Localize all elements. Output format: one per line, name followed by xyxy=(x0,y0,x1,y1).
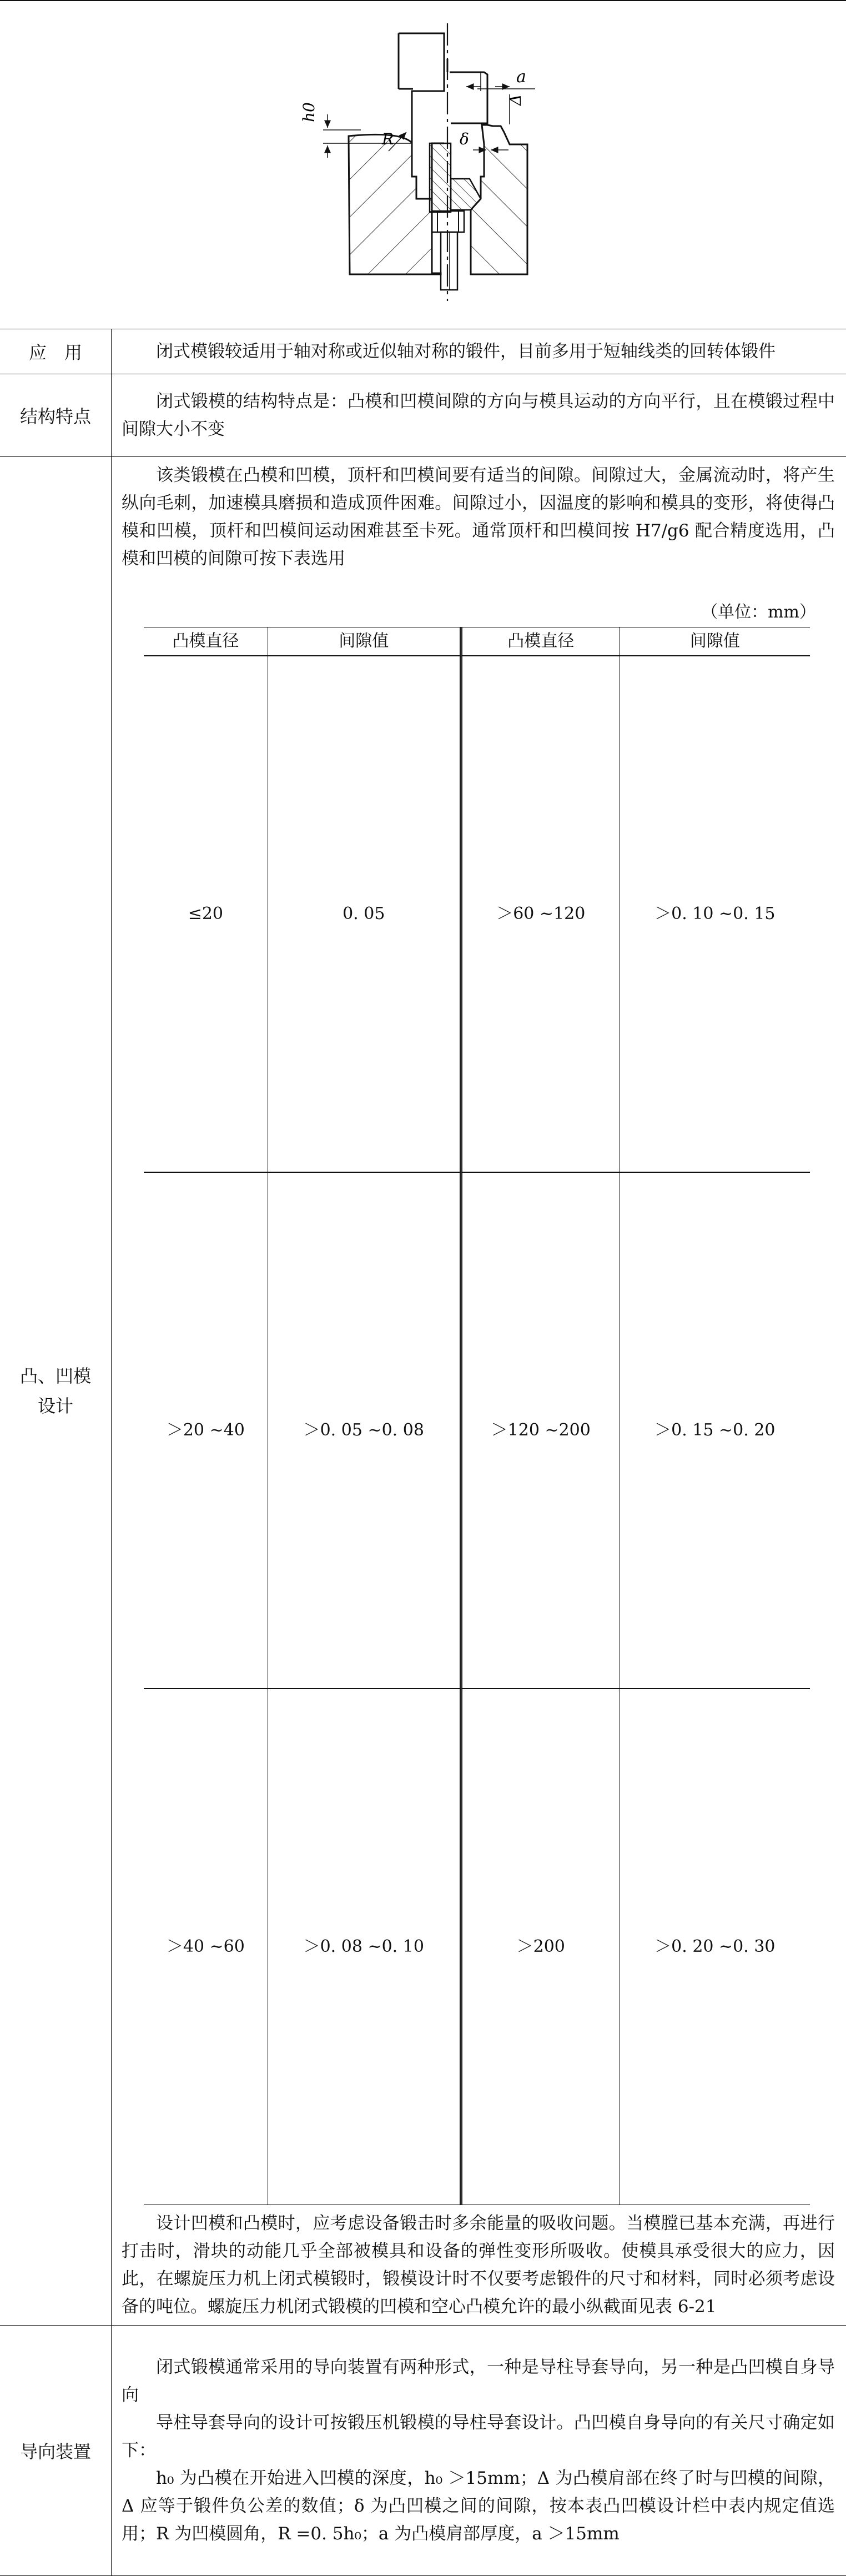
structure-text: 闭式锻模的结构特点是：凸模和凹模间隙的方向与模具运动的方向平行，且在模锻过程中间隙大小不变 xyxy=(122,388,835,443)
unit-note: （单位：mm） xyxy=(122,601,816,624)
label-delta-small: δ xyxy=(460,130,469,148)
label-h0: h0 xyxy=(300,102,318,122)
guide-para2: 导柱导套导向的设计可按锻压机锻模的导柱导套设计。凸凹模自身导向的有关尺寸确定如下： xyxy=(122,2409,835,2464)
label-application: 应 用 xyxy=(0,329,112,374)
header-clearance-2: 间隙值 xyxy=(620,627,810,656)
label-a: a xyxy=(516,67,526,87)
label-design-line2: 设计 xyxy=(0,1391,111,1421)
cell: 0. 05 xyxy=(268,656,462,1172)
cell: ＞40 ~60 xyxy=(144,1689,268,2205)
cell: ＞200 xyxy=(462,1689,620,2205)
cell: ＞0. 08 ~0. 10 xyxy=(268,1689,462,2205)
label-delta-cap: Δ xyxy=(506,94,525,106)
label-R: R xyxy=(381,130,394,148)
cell: ＞0. 05 ~0. 08 xyxy=(268,1172,462,1689)
design-para1: 该类锻模在凸模和凹模，顶杆和凹模间要有适当的间隙。间隙过大，金属流动时，将产生纵向毛刺，加速模具磨损和造成顶件困难。间隙过小，因温度的影响和模具的变形，将使得凸模和凹模，顶杆和凹模间运动困难甚至卡死。通常顶杆和凹模间按 H7/g6 配合精度选用，凸模和凹模的间隙可按下表选用 xyxy=(122,461,835,573)
guide-para3: h₀ 为凸模在开始进入凹模的深度，h₀ ＞15mm；Δ 为凸模肩部在终了时与凹模的间隙，Δ 应等于锻件负公差的数值；δ 为凸凹模之间的间隙，按本表凸凹模设计栏中表内规定值选用；R 为凹模圆角，R =0. 5h₀；a 为凸模肩部厚度，a ＞15mm xyxy=(122,2464,835,2548)
header-diameter-1: 凸模直径 xyxy=(144,627,268,656)
cell: ＞20 ~40 xyxy=(144,1172,268,1689)
row-application xyxy=(0,329,846,374)
header-diameter-2: 凸模直径 xyxy=(462,627,620,656)
row-guide xyxy=(0,2326,846,2576)
cell: ＞60 ~120 xyxy=(462,656,620,1172)
application-text: 闭式模锻较适用于轴对称或近似轴对称的锻件，目前多用于短轴线类的回转体锻件 xyxy=(122,338,835,365)
content-application xyxy=(112,329,846,374)
cell: ＞0. 15 ~0. 20 xyxy=(620,1172,810,1689)
guide-para1: 闭式锻模通常采用的导向装置有两种形式，一种是导柱导套导向，另一种是凸凹模自身导向 xyxy=(122,2353,835,2409)
cell: ＞0. 10 ~0. 15 xyxy=(620,656,810,1172)
spec-table xyxy=(0,329,846,2576)
header-clearance-1: 间隙值 xyxy=(268,627,462,656)
row-design xyxy=(0,457,846,2326)
cell: ＞0. 20 ~0. 30 xyxy=(620,1689,810,2205)
cell: ≤20 xyxy=(144,656,268,1172)
clearance-table xyxy=(144,627,810,2205)
row-structure xyxy=(0,374,846,457)
label-design xyxy=(0,457,112,2326)
die-left xyxy=(349,134,441,274)
label-design-line1: 凸、凹模 xyxy=(0,1361,111,1391)
table-row xyxy=(144,1689,810,2205)
design-para2: 设计凹模和凸模时，应考虑设备锻击时多余能量的吸收问题。当模膛已基本充满，再进行打击时，滑块的动能几乎全部被模具和设备的弹性变形所吸收。使模具承受很大的应力，因此，在螺旋压力机上闭式模锻时，锻模设计时不仅要考虑锻件的尺寸和材料，同时必须考虑设备的吨位。螺旋压力机闭式锻模的凹模和空心凸模允许的最小纵截面见表 6-21 xyxy=(122,2210,835,2321)
closed-die-figure xyxy=(0,1,846,329)
clearance-header-row xyxy=(144,627,810,656)
content-structure xyxy=(112,374,846,457)
label-guide: 导向装置 xyxy=(0,2326,112,2576)
cell: ＞120 ~200 xyxy=(462,1172,620,1689)
punch-right xyxy=(450,72,487,123)
label-structure: 结构特点 xyxy=(0,374,112,457)
table-row xyxy=(144,1172,810,1689)
content-guide xyxy=(112,2326,846,2576)
content-design xyxy=(112,457,846,2326)
table-row xyxy=(144,656,810,1172)
